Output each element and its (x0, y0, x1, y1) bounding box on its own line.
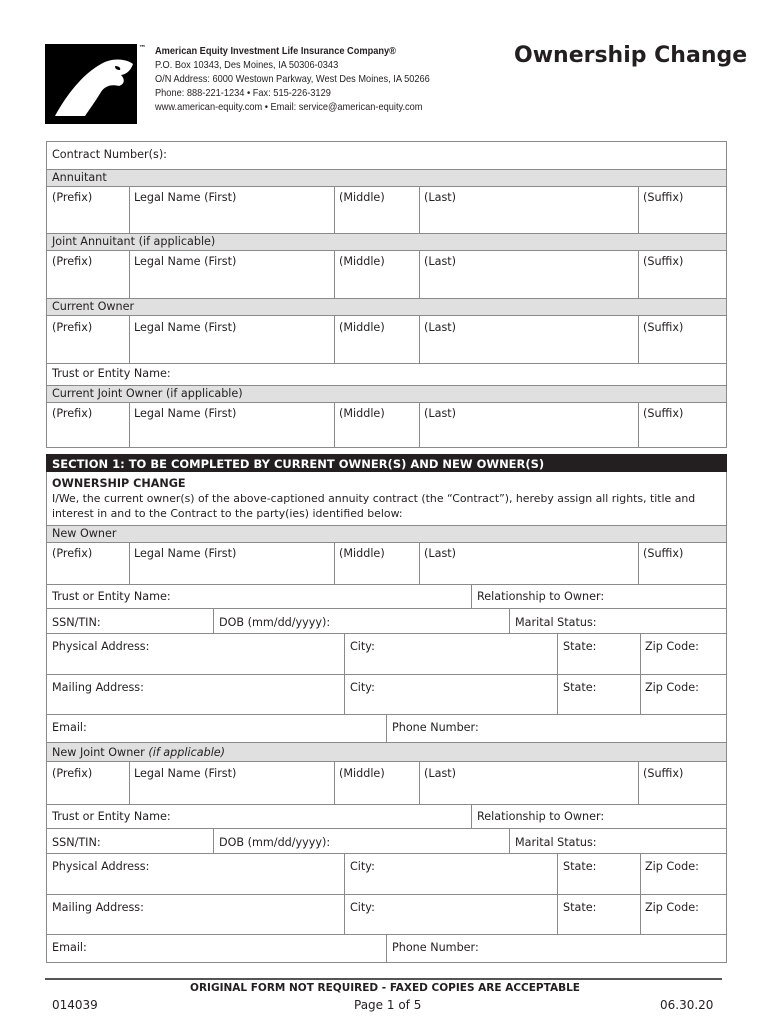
new-joint-owner-ssn-field[interactable]: SSN/TIN: (52, 836, 101, 849)
joint-annuitant-heading: Joint Annuitant (if applicable) (52, 235, 216, 248)
footer-rule (45, 978, 722, 980)
new-owner-physical-zip-field[interactable]: Zip Code: (645, 640, 699, 653)
new-owner-last-field[interactable]: (Last) (424, 547, 457, 560)
current-joint-owner-middle-field[interactable]: (Middle) (339, 407, 385, 420)
new-owner-dob-field[interactable]: DOB (mm/dd/yyyy): (219, 616, 331, 629)
joint-annuitant-last-field[interactable]: (Last) (424, 255, 457, 268)
new-joint-owner-mailing-city-field[interactable]: City: (350, 901, 375, 914)
phone-fax-line: Phone: 888-221-1234 • Fax: 515-226-3129 (155, 87, 331, 99)
section-1-header-text: SECTION 1: TO BE COMPLETED BY CURRENT OWNER(S) AND NEW OWNER(S) (52, 457, 545, 471)
current-owner-band (47, 298, 726, 315)
new-joint-owner-suffix-field[interactable]: (Suffix) (643, 767, 684, 780)
new-owner-physical-address-field[interactable]: Physical Address: (52, 640, 150, 653)
new-owner-mailing-address-field[interactable]: Mailing Address: (52, 681, 144, 694)
new-joint-owner-middle-field[interactable]: (Middle) (339, 767, 385, 780)
current-owner-first-name-field[interactable]: Legal Name (First) (134, 321, 237, 334)
new-owner-section (46, 472, 727, 963)
company-name: American Equity Investment Life Insurance Company® (155, 45, 396, 57)
current-joint-owner-prefix-field[interactable]: (Prefix) (52, 407, 93, 420)
web-email-line: www.american-equity.com • Email: service@american-equity.com (155, 101, 423, 113)
contract-info-section (46, 141, 727, 448)
new-joint-owner-marital-field[interactable]: Marital Status: (515, 836, 597, 849)
eagle-head-icon (45, 44, 137, 124)
current-joint-owner-suffix-field[interactable]: (Suffix) (643, 407, 684, 420)
section-1-header (46, 454, 727, 472)
current-joint-owner-first-name-field[interactable]: Legal Name (First) (134, 407, 237, 420)
new-joint-owner-relationship-field[interactable]: Relationship to Owner: (477, 810, 605, 823)
new-owner-mailing-state-field[interactable]: State: (563, 681, 597, 694)
new-owner-email-field[interactable]: Email: (52, 721, 87, 734)
annuitant-middle-field[interactable]: (Middle) (339, 191, 385, 204)
new-owner-ssn-field[interactable]: SSN/TIN: (52, 616, 101, 629)
new-owner-marital-field[interactable]: Marital Status: (515, 616, 597, 629)
new-joint-owner-physical-city-field[interactable]: City: (350, 860, 375, 873)
new-joint-owner-label: New Joint Owner (52, 746, 145, 759)
assignment-statement-line-1: I/We, the current owner(s) of the above-captioned annuity contract (the “Contract”), hereby assign all rights, title and (52, 492, 696, 505)
page-number: Page 1 of 5 (354, 998, 422, 1012)
ownership-change-subheader: OWNERSHIP CHANGE (52, 477, 186, 490)
new-joint-owner-email-field[interactable]: Email: (52, 941, 87, 954)
new-joint-owner-mailing-zip-field[interactable]: Zip Code: (645, 901, 699, 914)
current-owner-last-field[interactable]: (Last) (424, 321, 457, 334)
new-owner-prefix-field[interactable]: (Prefix) (52, 547, 93, 560)
mailing-address-line: P.O. Box 10343, Des Moines, IA 50306-0343 (155, 59, 339, 71)
new-joint-owner-dob-field[interactable]: DOB (mm/dd/yyyy): (219, 836, 331, 849)
new-owner-mailing-zip-field[interactable]: Zip Code: (645, 681, 699, 694)
new-owner-suffix-field[interactable]: (Suffix) (643, 547, 684, 560)
new-owner-middle-field[interactable]: (Middle) (339, 547, 385, 560)
new-joint-owner-physical-zip-field[interactable]: Zip Code: (645, 860, 699, 873)
if-applicable-note: (if applicable) (148, 746, 226, 759)
new-owner-mailing-city-field[interactable]: City: (350, 681, 375, 694)
form-title: Ownership Change (514, 43, 748, 68)
current-owner-middle-field[interactable]: (Middle) (339, 321, 385, 334)
annuitant-heading: Annuitant (52, 171, 107, 184)
new-owner-relationship-field[interactable]: Relationship to Owner: (477, 590, 605, 603)
revision-date: 06.30.20 (660, 998, 714, 1012)
new-joint-owner-mailing-state-field[interactable]: State: (563, 901, 597, 914)
fax-notice: ORIGINAL FORM NOT REQUIRED - FAXED COPIES ARE ACCEPTABLE (190, 982, 580, 994)
new-joint-owner-mailing-address-field[interactable]: Mailing Address: (52, 901, 144, 914)
new-owner-band (47, 525, 726, 542)
joint-annuitant-prefix-field[interactable]: (Prefix) (52, 255, 93, 268)
joint-annuitant-first-name-field[interactable]: Legal Name (First) (134, 255, 237, 268)
joint-annuitant-middle-field[interactable]: (Middle) (339, 255, 385, 268)
contract-number-field[interactable]: Contract Number(s): (52, 148, 167, 161)
new-joint-owner-physical-state-field[interactable]: State: (563, 860, 597, 873)
annuitant-suffix-field[interactable]: (Suffix) (643, 191, 684, 204)
new-owner-trust-field[interactable]: Trust or Entity Name: (52, 590, 171, 603)
overnight-address-line: O/N Address: 6000 Westown Parkway, West Des Moines, IA 50266 (155, 73, 430, 85)
annuitant-first-name-field[interactable]: Legal Name (First) (134, 191, 237, 204)
annuitant-last-field[interactable]: (Last) (424, 191, 457, 204)
company-info (155, 44, 430, 114)
new-joint-owner-heading (52, 746, 225, 759)
joint-annuitant-suffix-field[interactable]: (Suffix) (643, 255, 684, 268)
new-joint-owner-phone-field[interactable]: Phone Number: (392, 941, 479, 954)
current-joint-owner-last-field[interactable]: (Last) (424, 407, 457, 420)
current-owner-trust-field[interactable]: Trust or Entity Name: (52, 367, 171, 380)
new-joint-owner-trust-field[interactable]: Trust or Entity Name: (52, 810, 171, 823)
eagle-logo (45, 44, 137, 124)
new-joint-owner-first-name-field[interactable]: Legal Name (First) (134, 767, 237, 780)
new-owner-phone-field[interactable]: Phone Number: (392, 721, 479, 734)
new-owner-heading: New Owner (52, 527, 117, 540)
annuitant-band (47, 169, 726, 186)
current-owner-prefix-field[interactable]: (Prefix) (52, 321, 93, 334)
new-owner-physical-city-field[interactable]: City: (350, 640, 375, 653)
annuitant-prefix-field[interactable]: (Prefix) (52, 191, 93, 204)
trademark-symbol: ™ (139, 44, 146, 52)
new-owner-first-name-field[interactable]: Legal Name (First) (134, 547, 237, 560)
new-joint-owner-prefix-field[interactable]: (Prefix) (52, 767, 93, 780)
assignment-statement-line-2: interest in and to the Contract to the party(ies) identified below: (52, 507, 403, 520)
current-joint-owner-heading: Current Joint Owner (if applicable) (52, 387, 243, 400)
new-joint-owner-last-field[interactable]: (Last) (424, 767, 457, 780)
new-joint-owner-physical-address-field[interactable]: Physical Address: (52, 860, 150, 873)
new-owner-physical-state-field[interactable]: State: (563, 640, 597, 653)
current-owner-suffix-field[interactable]: (Suffix) (643, 321, 684, 334)
current-owner-heading: Current Owner (52, 300, 135, 313)
form-number: 014039 (52, 998, 98, 1012)
